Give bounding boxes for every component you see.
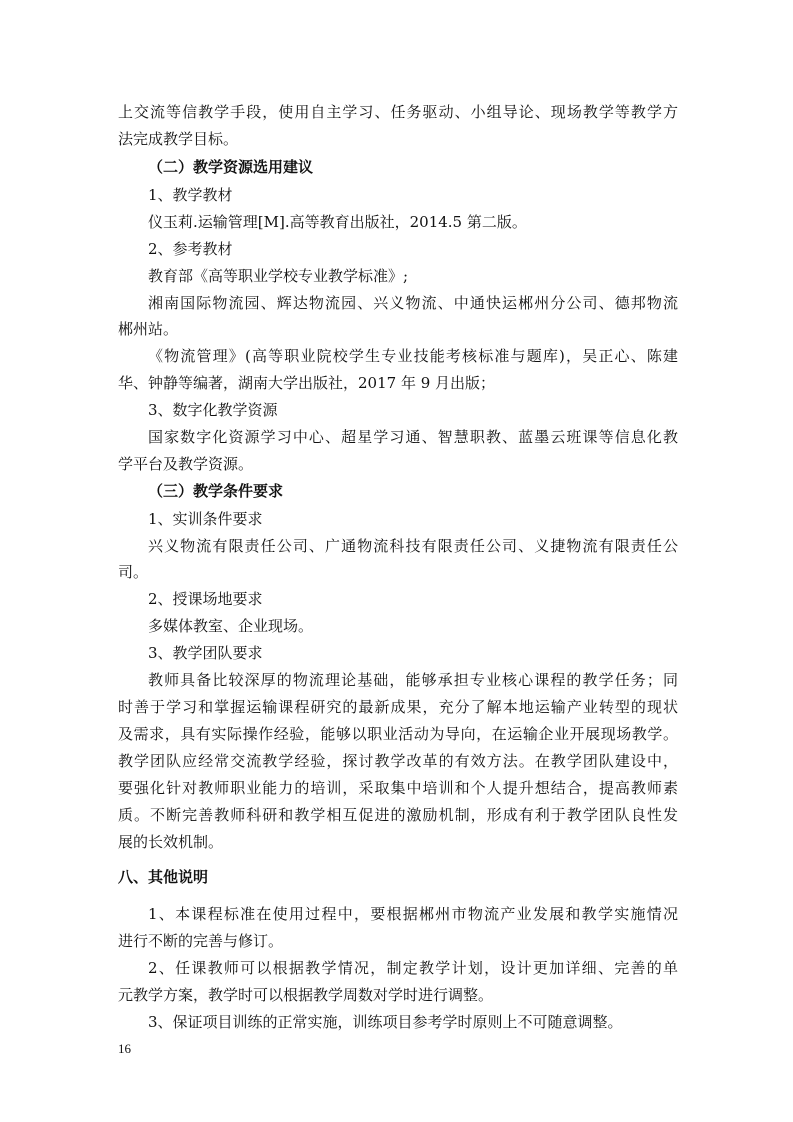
body-text-line: 上交流等信教学手段，使用自主学习、任务驱动、小组导论、现场教学等教学方 (118, 103, 678, 121)
body-text-line: 教师具备比较深厚的物流理论基础，能够承担专业核心课程的教学任务；同 (148, 671, 678, 689)
body-text-line: 2、任课教师可以根据教学情况，制定教学计划，设计更加详细、完善的单 (148, 959, 678, 977)
section-heading: （三）教学条件要求 (148, 482, 284, 500)
body-text-line: 司。 (118, 563, 149, 581)
body-text-line: 湘南国际物流园、辉达物流园、兴义物流、中通快运郴州分公司、德邦物流 (148, 294, 678, 312)
body-text-line: 仪玉莉.运输管理[M].高等教育出版社，2014.5 第二版。 (148, 213, 527, 231)
subsection-heading: 3、教学团队要求 (148, 644, 263, 662)
subsection-heading: 3、数字化教学资源 (148, 401, 278, 419)
body-text-line: 进行不断的完善与修订。 (118, 932, 284, 950)
body-text-line: 郴州站。 (118, 320, 179, 338)
subsection-heading: 2、参考教材 (148, 240, 233, 258)
body-text-line: 国家数字化资源学习中心、超星学习通、智慧职教、蓝墨云班课等信息化教 (148, 428, 678, 446)
chapter-heading: 八、其他说明 (118, 868, 209, 886)
subsection-heading: 1、实训条件要求 (148, 510, 263, 528)
subsection-heading: 2、授课场地要求 (148, 590, 263, 608)
body-text-line: 时善于学习和掌握运输课程研究的最新成果，充分了解本地运输产业转型的现状 (118, 698, 678, 716)
body-text-line: 及需求，具有实际操作经验，能够以职业活动为导向，在运输企业开展现场教学。 (118, 725, 678, 743)
section-heading: （二）教学资源选用建议 (148, 158, 314, 176)
body-text-line: 多媒体教室、企业现场。 (148, 617, 314, 635)
body-text-line: 《物流管理》(高等职业院校学生专业技能考核标准与题库)，吴正心、陈建 (148, 347, 678, 365)
body-text-line: 教育部《高等职业学校专业教学标准》; (148, 267, 409, 285)
body-text-line: 3、保证项目训练的正常实施，训练项目参考学时原则上不可随意调整。 (148, 1013, 623, 1031)
body-text-line: 兴义物流有限责任公司、广通物流科技有限责任公司、义捷物流有限责任公 (148, 537, 678, 555)
body-text-line: 元教学方案，教学时可以根据教学周数对学时进行调整。 (118, 986, 494, 1004)
subsection-heading: 1、教学教材 (148, 186, 233, 204)
body-text-line: 华、钟静等编著，湖南大学出版社，2017 年 9 月出版； (118, 374, 496, 392)
body-text-line: 要强化针对教师职业能力的培训，采取集中培训和个人提升想结合，提高教师素 (118, 779, 678, 797)
body-text-line: 展的长效机制。 (118, 833, 224, 851)
body-text-line: 1、本课程标准在使用过程中，要根据郴州市物流产业发展和教学实施情况 (148, 905, 678, 923)
body-text-line: 教学团队应经常交流教学经验，探讨教学改革的有效方法。在教学团队建设中， (118, 752, 678, 770)
body-text-line: 学平台及教学资源。 (118, 455, 254, 473)
body-text-line: 法完成教学目标。 (118, 130, 239, 148)
page-number: 16 (118, 1041, 131, 1056)
body-text-line: 质。不断完善教师科研和教学相互促进的激励机制，形成有利于教学团队良性发 (118, 806, 678, 824)
